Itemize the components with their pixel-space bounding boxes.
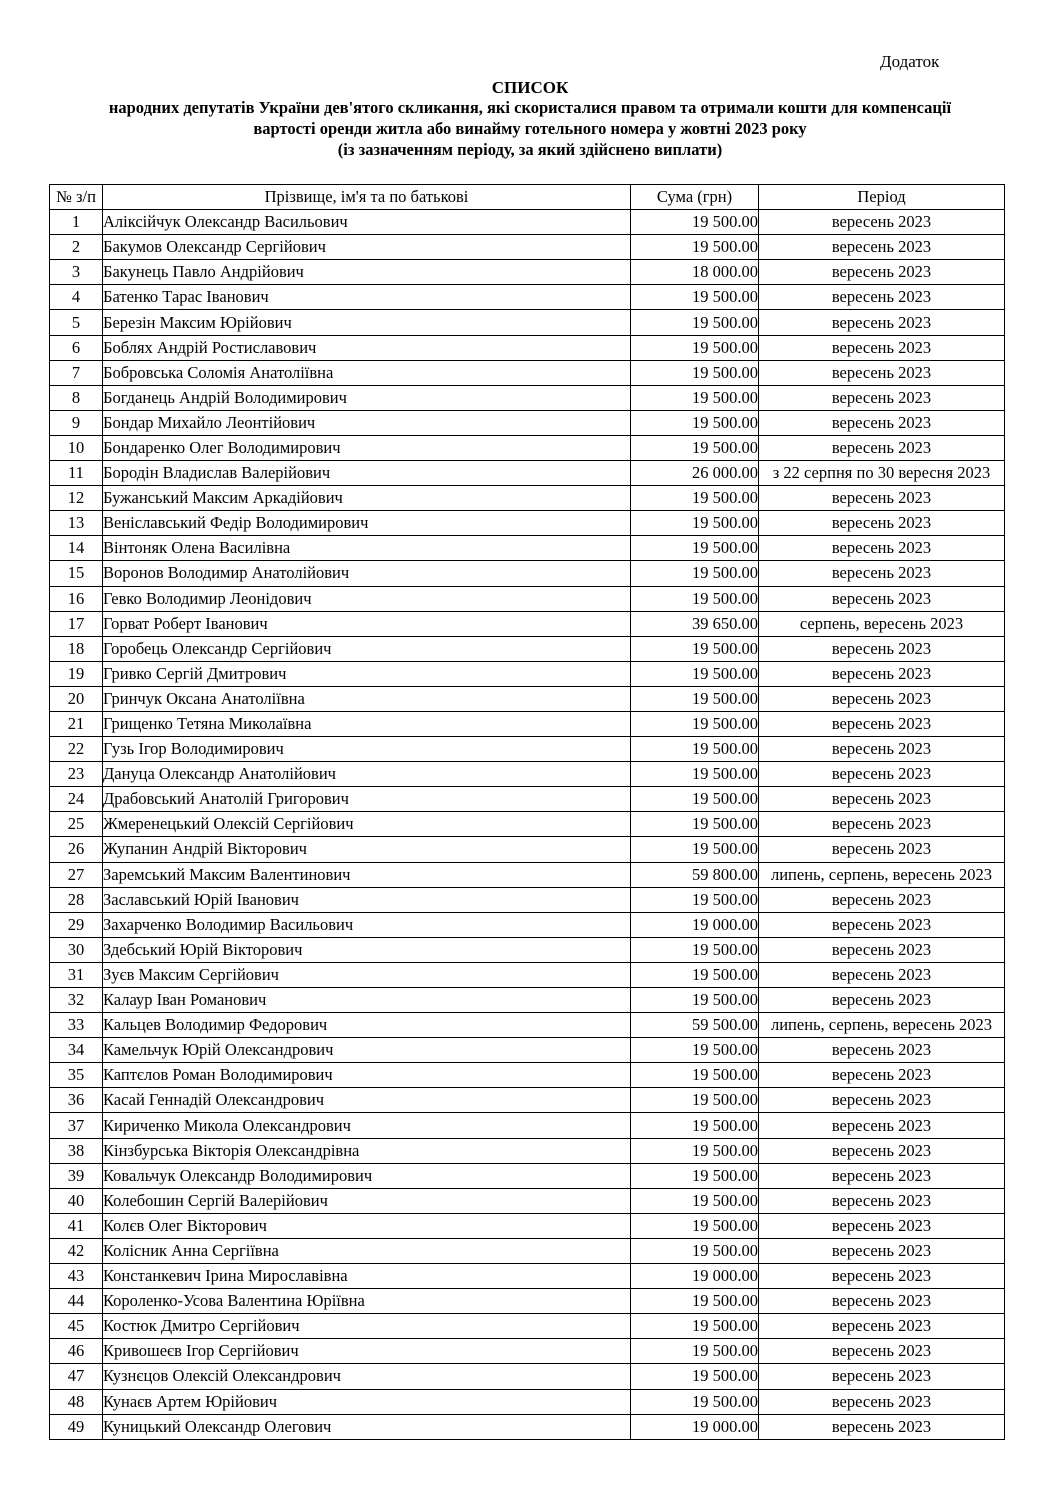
row-number: 1 (50, 210, 103, 235)
row-number: 30 (50, 937, 103, 962)
row-name: Ковальчук Олександр Володимирович (103, 1163, 631, 1188)
deputies-table (49, 184, 1005, 1440)
row-number: 34 (50, 1038, 103, 1063)
row-name: Кальцев Володимир Федорович (103, 1013, 631, 1038)
row-name: Касай Геннадій Олександрович (103, 1088, 631, 1113)
row-name: Бондар Михайло Леонтійович (103, 410, 631, 435)
row-number: 36 (50, 1088, 103, 1113)
row-sum: 19 500.00 (631, 1289, 759, 1314)
row-sum: 19 500.00 (631, 536, 759, 561)
table-row (50, 1038, 1005, 1063)
row-period: вересень 2023 (759, 260, 1005, 285)
row-name: Бакумов Олександр Сергійович (103, 235, 631, 260)
row-period: вересень 2023 (759, 335, 1005, 360)
row-sum: 19 500.00 (631, 1088, 759, 1113)
row-name: Горват Роберт Іванович (103, 611, 631, 636)
row-number: 11 (50, 461, 103, 486)
row-name: Драбовський Анатолій Григорович (103, 787, 631, 812)
row-period: вересень 2023 (759, 1339, 1005, 1364)
row-name: Дануца Олександр Анатолійович (103, 762, 631, 787)
row-name: Зуєв Максим Сергійович (103, 962, 631, 987)
row-period: вересень 2023 (759, 988, 1005, 1013)
table-row (50, 1138, 1005, 1163)
row-period: вересень 2023 (759, 210, 1005, 235)
row-sum: 19 500.00 (631, 1213, 759, 1238)
row-name: Колебошин Сергій Валерійович (103, 1188, 631, 1213)
row-number: 22 (50, 737, 103, 762)
row-number: 10 (50, 435, 103, 460)
row-sum: 19 500.00 (631, 1238, 759, 1263)
table-row (50, 1414, 1005, 1439)
row-period: вересень 2023 (759, 1088, 1005, 1113)
document-subtitle-line-3: (із зазначенням періоду, за який здійснено виплати) (337, 140, 723, 159)
row-sum: 19 500.00 (631, 686, 759, 711)
row-sum: 19 500.00 (631, 210, 759, 235)
row-sum: 19 500.00 (631, 385, 759, 410)
row-period: вересень 2023 (759, 486, 1005, 511)
row-number: 9 (50, 410, 103, 435)
table-row (50, 1389, 1005, 1414)
row-number: 42 (50, 1238, 103, 1263)
row-number: 43 (50, 1264, 103, 1289)
row-sum: 19 500.00 (631, 435, 759, 460)
row-number: 40 (50, 1188, 103, 1213)
row-name: Каптєлов Роман Володимирович (103, 1063, 631, 1088)
table-row (50, 1364, 1005, 1389)
table-row (50, 461, 1005, 486)
row-sum: 19 000.00 (631, 1264, 759, 1289)
table-row (50, 1188, 1005, 1213)
row-name: Кінзбурська Вікторія Олександрівна (103, 1138, 631, 1163)
row-number: 3 (50, 260, 103, 285)
row-name: Гривко Сергій Дмитрович (103, 661, 631, 686)
row-name: Кузнєцов Олексій Олександрович (103, 1364, 631, 1389)
row-period: вересень 2023 (759, 912, 1005, 937)
row-number: 35 (50, 1063, 103, 1088)
row-number: 21 (50, 711, 103, 736)
row-period: вересень 2023 (759, 887, 1005, 912)
row-number: 13 (50, 511, 103, 536)
row-sum: 19 500.00 (631, 1389, 759, 1414)
row-period: вересень 2023 (759, 235, 1005, 260)
row-sum: 19 500.00 (631, 787, 759, 812)
row-sum: 19 500.00 (631, 285, 759, 310)
table-row (50, 1339, 1005, 1364)
row-period: вересень 2023 (759, 661, 1005, 686)
row-number: 8 (50, 385, 103, 410)
row-name: Гринчук Оксана Анатоліївна (103, 686, 631, 711)
row-sum: 19 500.00 (631, 1163, 759, 1188)
row-name: Жмеренецький Олексій Сергійович (103, 812, 631, 837)
row-sum: 19 500.00 (631, 511, 759, 536)
row-name: Боблях Андрій Ростиславович (103, 335, 631, 360)
table-row (50, 611, 1005, 636)
row-sum: 19 500.00 (631, 1188, 759, 1213)
table-row (50, 1238, 1005, 1263)
row-number: 16 (50, 586, 103, 611)
row-number: 4 (50, 285, 103, 310)
row-number: 29 (50, 912, 103, 937)
row-number: 2 (50, 235, 103, 260)
table-row (50, 260, 1005, 285)
row-period: вересень 2023 (759, 1138, 1005, 1163)
table-row (50, 586, 1005, 611)
header-name: Прізвище, ім'я та по батькові (103, 185, 631, 210)
row-period: вересень 2023 (759, 1238, 1005, 1263)
table-row (50, 210, 1005, 235)
row-sum: 18 000.00 (631, 260, 759, 285)
row-period: серпень, вересень 2023 (759, 611, 1005, 636)
table-row (50, 887, 1005, 912)
row-number: 32 (50, 988, 103, 1013)
row-number: 7 (50, 360, 103, 385)
row-name: Гузь Ігор Володимирович (103, 737, 631, 762)
row-period: липень, серпень, вересень 2023 (759, 862, 1005, 887)
row-sum: 19 500.00 (631, 586, 759, 611)
row-name: Жупанин Андрій Вікторович (103, 837, 631, 862)
row-period: вересень 2023 (759, 1063, 1005, 1088)
row-name: Вінтоняк Олена Василівна (103, 536, 631, 561)
row-number: 17 (50, 611, 103, 636)
table-row (50, 1013, 1005, 1038)
table-row (50, 235, 1005, 260)
row-number: 47 (50, 1364, 103, 1389)
row-number: 27 (50, 862, 103, 887)
row-name: Батенко Тарас Іванович (103, 285, 631, 310)
table-row (50, 410, 1005, 435)
row-number: 48 (50, 1389, 103, 1414)
row-name: Грищенко Тетяна Миколаївна (103, 711, 631, 736)
row-sum: 19 500.00 (631, 1339, 759, 1364)
header-period: Період (759, 185, 1005, 210)
table-row (50, 912, 1005, 937)
row-period: вересень 2023 (759, 310, 1005, 335)
row-period: вересень 2023 (759, 711, 1005, 736)
table-row (50, 435, 1005, 460)
row-sum: 19 500.00 (631, 1138, 759, 1163)
row-period: вересень 2023 (759, 937, 1005, 962)
row-sum: 19 500.00 (631, 410, 759, 435)
row-name: Колісник Анна Сергіївна (103, 1238, 631, 1263)
table-row (50, 536, 1005, 561)
row-sum: 19 500.00 (631, 661, 759, 686)
table-row (50, 862, 1005, 887)
row-name: Воронов Володимир Анатолійович (103, 561, 631, 586)
row-sum: 19 500.00 (631, 235, 759, 260)
row-period: вересень 2023 (759, 1289, 1005, 1314)
table-row (50, 486, 1005, 511)
row-name: Костюк Дмитро Сергійович (103, 1314, 631, 1339)
row-period: вересень 2023 (759, 1038, 1005, 1063)
row-number: 25 (50, 812, 103, 837)
header-sum: Сума (грн) (631, 185, 759, 210)
row-number: 26 (50, 837, 103, 862)
row-sum: 19 500.00 (631, 360, 759, 385)
table-row (50, 636, 1005, 661)
row-sum: 19 500.00 (631, 962, 759, 987)
row-number: 14 (50, 536, 103, 561)
row-period: вересень 2023 (759, 561, 1005, 586)
row-number: 49 (50, 1414, 103, 1439)
row-sum: 19 500.00 (631, 762, 759, 787)
row-period: вересень 2023 (759, 1364, 1005, 1389)
row-period: вересень 2023 (759, 812, 1005, 837)
row-sum: 19 500.00 (631, 711, 759, 736)
table-row (50, 360, 1005, 385)
row-number: 24 (50, 787, 103, 812)
row-sum: 19 500.00 (631, 1113, 759, 1138)
row-name: Кривошеєв Ігор Сергійович (103, 1339, 631, 1364)
row-period: вересень 2023 (759, 762, 1005, 787)
row-period: вересень 2023 (759, 1414, 1005, 1439)
row-period: вересень 2023 (759, 1163, 1005, 1188)
row-name: Камельчук Юрій Олександрович (103, 1038, 631, 1063)
row-sum: 19 500.00 (631, 988, 759, 1013)
table-row (50, 561, 1005, 586)
row-period: вересень 2023 (759, 511, 1005, 536)
row-name: Заремський Максим Валентинович (103, 862, 631, 887)
document-title: СПИСОК (491, 78, 569, 97)
table-header-row (50, 185, 1005, 210)
row-period: вересень 2023 (759, 737, 1005, 762)
row-sum: 39 650.00 (631, 611, 759, 636)
row-sum: 19 500.00 (631, 1364, 759, 1389)
table-row (50, 335, 1005, 360)
row-name: Кириченко Микола Олександрович (103, 1113, 631, 1138)
row-sum: 19 500.00 (631, 737, 759, 762)
table-row (50, 1314, 1005, 1339)
row-sum: 19 000.00 (631, 912, 759, 937)
row-number: 6 (50, 335, 103, 360)
row-sum: 19 500.00 (631, 636, 759, 661)
row-number: 23 (50, 762, 103, 787)
row-sum: 19 500.00 (631, 837, 759, 862)
row-name: Захарченко Володимир Васильович (103, 912, 631, 937)
table-row (50, 787, 1005, 812)
row-period: вересень 2023 (759, 686, 1005, 711)
table-row (50, 686, 1005, 711)
row-period: вересень 2023 (759, 1264, 1005, 1289)
row-sum: 19 500.00 (631, 310, 759, 335)
table-row (50, 285, 1005, 310)
row-number: 44 (50, 1289, 103, 1314)
document-subtitle-line-2: вартості оренди житла або винайму готельного номера у жовтні 2023 року (253, 119, 807, 138)
row-name: Гевко Володимир Леонідович (103, 586, 631, 611)
header-number: № з/п (50, 185, 103, 210)
row-name: Бондаренко Олег Володимирович (103, 435, 631, 460)
row-period: вересень 2023 (759, 285, 1005, 310)
row-name: Короленко-Усова Валентина Юріївна (103, 1289, 631, 1314)
table-row (50, 1113, 1005, 1138)
row-number: 41 (50, 1213, 103, 1238)
row-period: вересень 2023 (759, 1188, 1005, 1213)
table-row (50, 1163, 1005, 1188)
row-sum: 19 500.00 (631, 812, 759, 837)
table-row (50, 762, 1005, 787)
table-row (50, 962, 1005, 987)
row-number: 33 (50, 1013, 103, 1038)
table-row (50, 988, 1005, 1013)
row-name: Констанкевич Ірина Мирославівна (103, 1264, 631, 1289)
row-name: Колєв Олег Вікторович (103, 1213, 631, 1238)
addendum-label: Додаток (880, 52, 940, 71)
row-number: 18 (50, 636, 103, 661)
row-sum: 19 500.00 (631, 937, 759, 962)
row-sum: 19 500.00 (631, 335, 759, 360)
table-row (50, 711, 1005, 736)
row-sum: 59 800.00 (631, 862, 759, 887)
table-row (50, 812, 1005, 837)
row-period: вересень 2023 (759, 787, 1005, 812)
row-sum: 19 000.00 (631, 1414, 759, 1439)
row-sum: 19 500.00 (631, 887, 759, 912)
row-period: вересень 2023 (759, 435, 1005, 460)
row-name: Заславський Юрій Іванович (103, 887, 631, 912)
row-sum: 19 500.00 (631, 1038, 759, 1063)
row-number: 12 (50, 486, 103, 511)
table-row (50, 937, 1005, 962)
row-number: 46 (50, 1339, 103, 1364)
row-number: 19 (50, 661, 103, 686)
row-sum: 19 500.00 (631, 486, 759, 511)
row-period: вересень 2023 (759, 1113, 1005, 1138)
row-number: 39 (50, 1163, 103, 1188)
row-name: Бородін Владислав Валерійович (103, 461, 631, 486)
row-number: 28 (50, 887, 103, 912)
table-row (50, 1264, 1005, 1289)
row-sum: 19 500.00 (631, 1063, 759, 1088)
table-row (50, 511, 1005, 536)
table-row (50, 837, 1005, 862)
row-period: вересень 2023 (759, 586, 1005, 611)
row-period: з 22 серпня по 30 вересня 2023 (759, 461, 1005, 486)
table-row (50, 1088, 1005, 1113)
row-name: Бужанський Максим Аркадійович (103, 486, 631, 511)
row-name: Березін Максим Юрійович (103, 310, 631, 335)
table-row (50, 1213, 1005, 1238)
row-sum: 19 500.00 (631, 1314, 759, 1339)
row-name: Бобровська Соломія Анатоліївна (103, 360, 631, 385)
row-period: вересень 2023 (759, 837, 1005, 862)
row-number: 45 (50, 1314, 103, 1339)
row-number: 20 (50, 686, 103, 711)
row-period: вересень 2023 (759, 536, 1005, 561)
row-number: 31 (50, 962, 103, 987)
row-sum: 59 500.00 (631, 1013, 759, 1038)
table-body (50, 210, 1005, 1440)
row-number: 38 (50, 1138, 103, 1163)
table-row (50, 385, 1005, 410)
table-row (50, 1063, 1005, 1088)
row-period: вересень 2023 (759, 1389, 1005, 1414)
table-row (50, 737, 1005, 762)
table-row (50, 310, 1005, 335)
row-name: Кунаєв Артем Юрійович (103, 1389, 631, 1414)
row-sum: 19 500.00 (631, 561, 759, 586)
row-name: Здебський Юрій Вікторович (103, 937, 631, 962)
row-sum: 26 000.00 (631, 461, 759, 486)
row-period: вересень 2023 (759, 636, 1005, 661)
row-period: вересень 2023 (759, 410, 1005, 435)
table-row (50, 1289, 1005, 1314)
row-number: 37 (50, 1113, 103, 1138)
row-name: Аліксійчук Олександр Васильович (103, 210, 631, 235)
document-header (0, 78, 1060, 160)
row-number: 5 (50, 310, 103, 335)
row-name: Богданець Андрій Володимирович (103, 385, 631, 410)
row-name: Куницький Олександр Олегович (103, 1414, 631, 1439)
document-subtitle-line-1: народних депутатів України дев'ятого скликання, які скористалися правом та отримали кошти для компенсації (108, 98, 952, 117)
row-number: 15 (50, 561, 103, 586)
row-name: Бакунець Павло Андрійович (103, 260, 631, 285)
row-period: вересень 2023 (759, 360, 1005, 385)
row-period: вересень 2023 (759, 385, 1005, 410)
row-period: вересень 2023 (759, 962, 1005, 987)
row-period: липень, серпень, вересень 2023 (759, 1013, 1005, 1038)
row-name: Горобець Олександр Сергійович (103, 636, 631, 661)
row-period: вересень 2023 (759, 1213, 1005, 1238)
row-name: Калаур Іван Романович (103, 988, 631, 1013)
table-row (50, 661, 1005, 686)
row-period: вересень 2023 (759, 1314, 1005, 1339)
row-name: Веніславський Федір Володимирович (103, 511, 631, 536)
